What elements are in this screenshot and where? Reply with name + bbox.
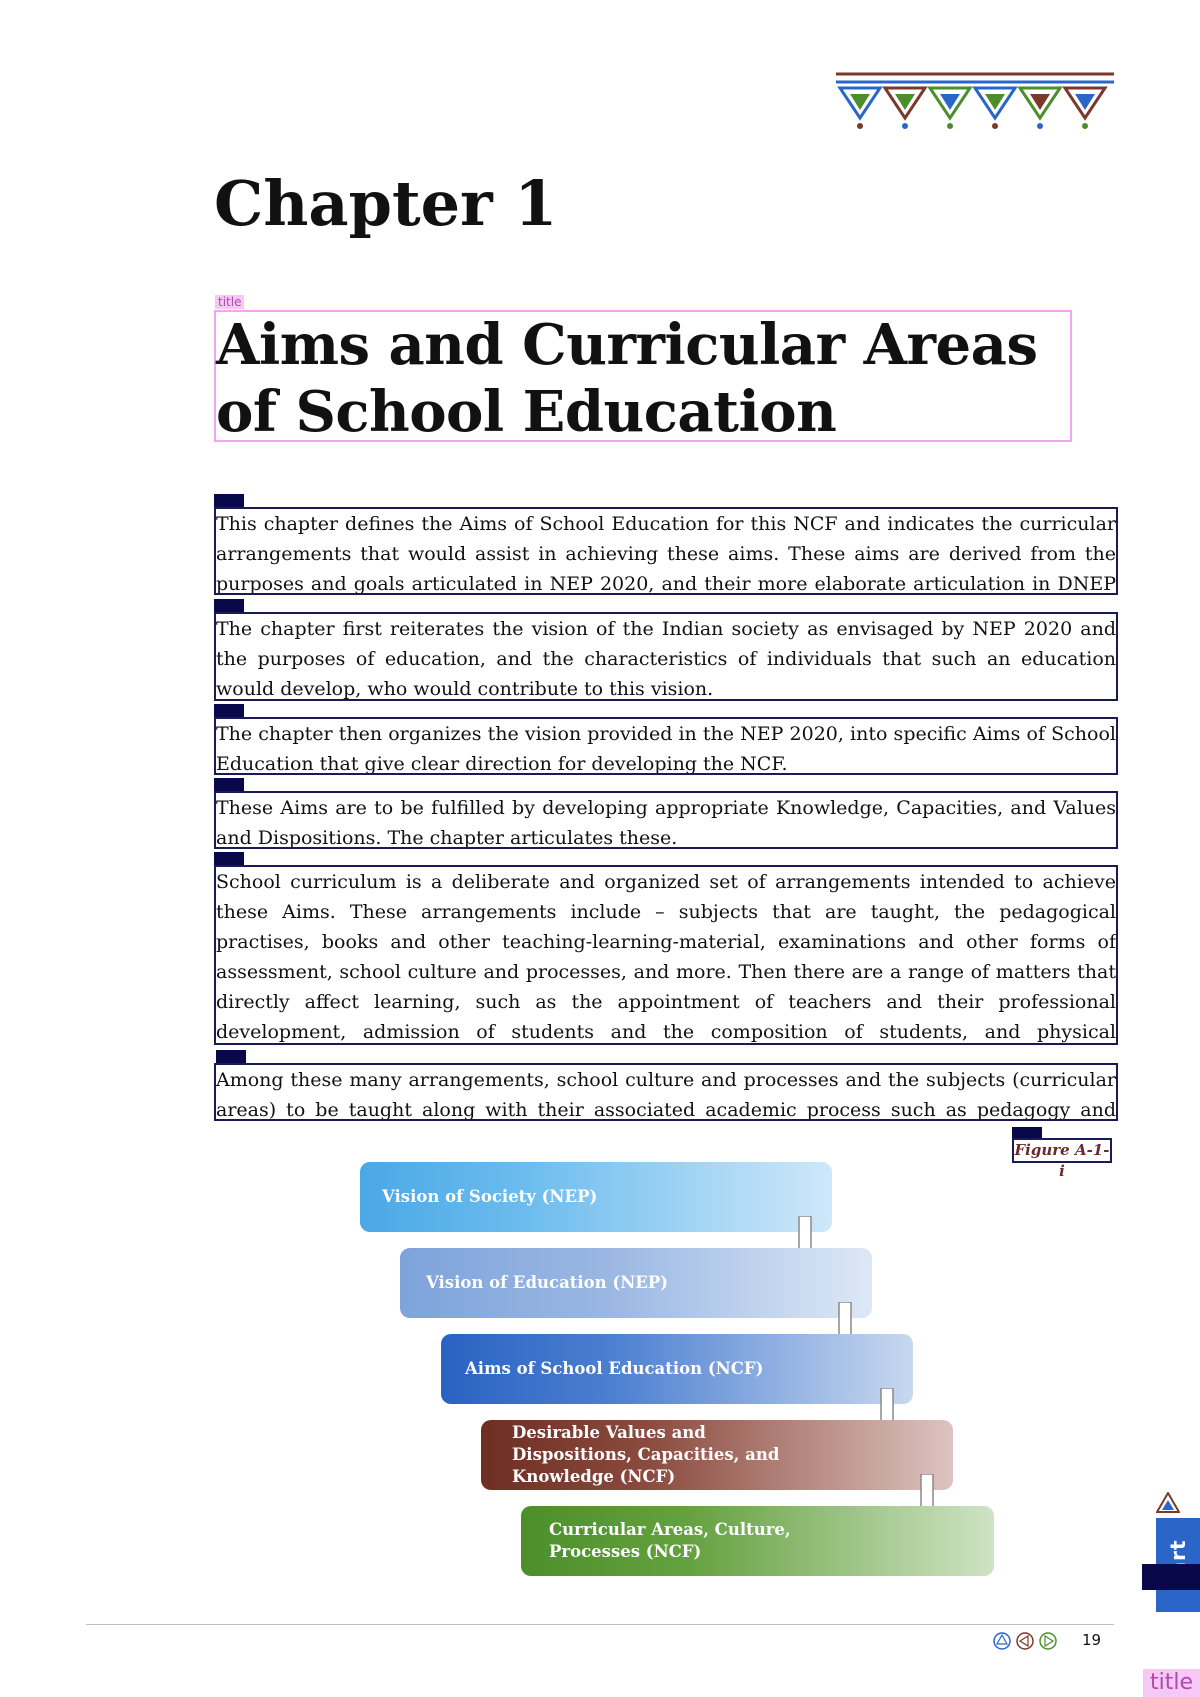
paragraph-marker — [214, 704, 244, 718]
paragraph-marker — [214, 599, 244, 613]
flow-step-label: Vision of Education (NEP) — [426, 1273, 669, 1292]
paragraph: The chapter then organizes the vision provided in the NEP 2020, into specific Aims of School Education that give clear direction for developing the NCF. — [214, 717, 1118, 775]
next-page-icon — [1040, 1633, 1056, 1649]
figure-label-marker — [1012, 1127, 1042, 1138]
flow-step-label: Desirable Values and Dispositions, Capacities, and Knowledge (NCF) — [512, 1423, 780, 1486]
figure-label: Figure A-1-i — [1012, 1138, 1112, 1163]
flow-step-label: Curricular Areas, Culture, Processes (NCF) — [549, 1520, 791, 1561]
chapter-title: Aims and Curricular Areas of School Education — [214, 310, 1072, 442]
flow-step-label: Vision of Society (NEP) — [382, 1187, 598, 1206]
flow-step-curricular-areas — [521, 1506, 994, 1576]
chapter-label: Chapter 1 — [214, 167, 558, 240]
paragraph: Among these many arrangements, school culture and processes and the subjects (curricular areas) to be taught along with their associated academic process such as pedagogy and — [214, 1063, 1118, 1121]
home-icon — [994, 1633, 1010, 1649]
page-number: 19 — [1082, 1631, 1102, 1649]
paragraph: School curriculum is a deliberate and organized set of arrangements intended to achieve these Aims. These arrangements include – subjects that are taught, the pedagogical practises, books and other teaching-learning-material, examinations and other forms of assessment, school culture and processes, and more. Then there are a range of matters that directly affect learning, such as the appointment of teachers and their professional development, admission of students and the composition of students, and physical — [214, 865, 1118, 1045]
decorative-triangle-border-icon — [836, 70, 1114, 132]
flow-step-vision-of-society — [360, 1162, 832, 1232]
flow-step-aims-of-school-education — [441, 1334, 913, 1404]
flow-step-vision-of-education — [400, 1248, 872, 1318]
paragraph-marker — [214, 494, 244, 508]
paragraph: These Aims are to be fulfilled by developing appropriate Knowledge, Capacities, and Values and Dispositions. The chapter articulates these. — [214, 791, 1118, 849]
triangle-emblem-icon — [1156, 1492, 1180, 1514]
footer-nav-icons — [992, 1631, 1062, 1651]
paragraph-marker — [214, 778, 244, 792]
footer-divider — [86, 1624, 1114, 1625]
paragraph: The chapter first reiterates the vision of the Indian society as envisaged by NEP 2020 and the purposes of education, and the characteristics of individuals that such an education would develop, who would contribute to this vision. — [214, 612, 1118, 701]
bottom-title-tag: title — [1143, 1669, 1200, 1697]
side-tab-overlay-block — [1142, 1564, 1200, 1590]
title-tag: title — [215, 295, 244, 309]
flow-step-values-capacities-knowledge — [481, 1420, 953, 1490]
paragraph-marker — [214, 852, 244, 866]
previous-page-icon — [1017, 1633, 1033, 1649]
paragraph: This chapter defines the Aims of School Education for this NCF and indicates the curricular arrangements that would assist in achieving these aims. These aims are derived from the purposes and goals articulated in NEP 2020, and their more elaborate articulation in DNEP — [214, 507, 1118, 595]
paragraph-marker — [216, 1050, 246, 1064]
flow-step-label: Aims of School Education (NCF) — [465, 1359, 764, 1378]
